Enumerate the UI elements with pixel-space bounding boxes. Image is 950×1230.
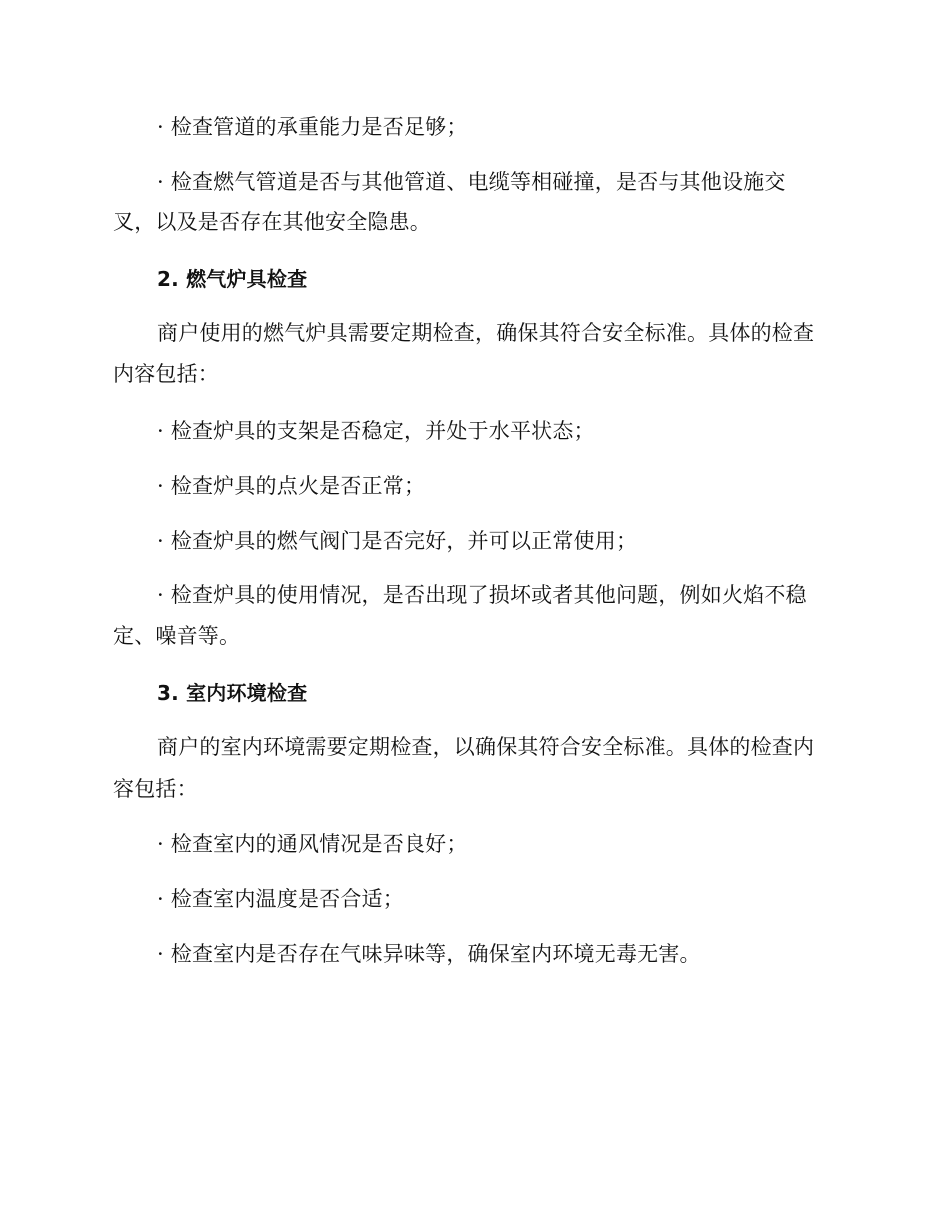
paragraph-line: 商户使用的燃气炉具需要定期检查，确保其符合安全标准。具体的检查 (157, 321, 815, 345)
list-item: · 检查管道的承重能力是否足够； (157, 115, 468, 139)
list-item-continuation: 叉，以及是否存在其他安全隐患。 (113, 210, 431, 234)
list-item: · 检查室内温度是否合适； (157, 887, 404, 911)
section-heading: 3. 室内环境检查 (157, 681, 308, 705)
list-item: · 检查燃气管道是否与其他管道、电缆等相碰撞，是否与其他设施交 (157, 170, 786, 194)
paragraph-line: 容包括： (113, 777, 198, 801)
paragraph-line: 内容包括： (113, 362, 219, 386)
list-item: · 检查炉具的点火是否正常； (157, 474, 426, 498)
list-item: · 检查室内是否存在气味异味等，确保室内环境无毒无害。 (157, 942, 701, 966)
section-heading: 2. 燃气炉具检查 (157, 267, 308, 291)
paragraph-line: 商户的室内环境需要定期检查，以确保其符合安全标准。具体的检查内 (157, 735, 815, 759)
list-item: · 检查炉具的使用情况，是否出现了损坏或者其他问题，例如火焰不稳 (157, 583, 807, 607)
list-item: · 检查室内的通风情况是否良好； (157, 832, 468, 856)
list-item-continuation: 定、噪音等。 (113, 624, 241, 648)
list-item: · 检查炉具的燃气阀门是否完好，并可以正常使用； (157, 529, 638, 553)
list-item: · 检查炉具的支架是否稳定，并处于水平状态； (157, 419, 595, 443)
